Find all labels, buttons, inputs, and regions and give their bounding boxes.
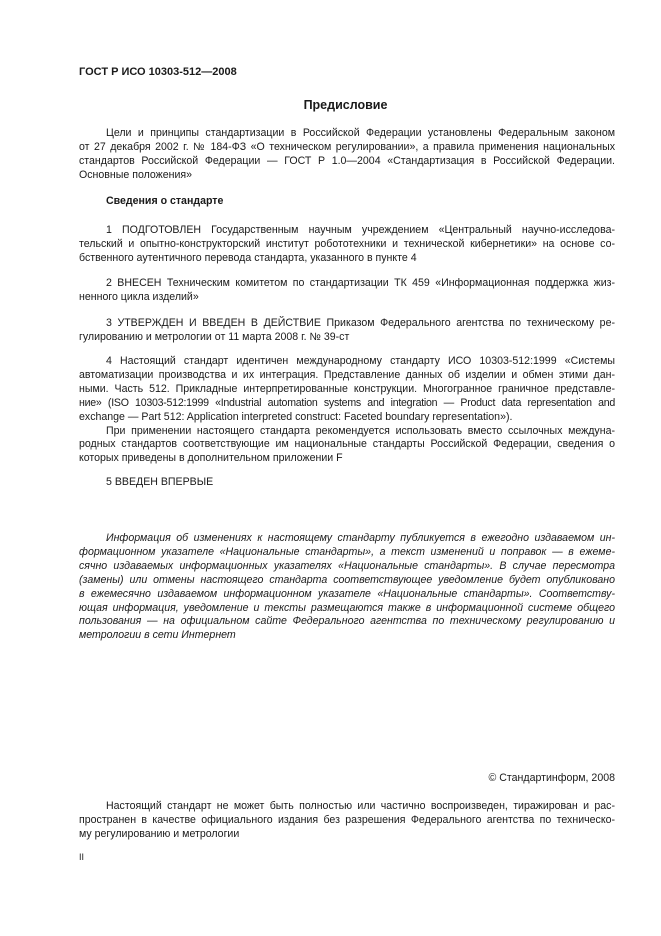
legal-paragraph xyxy=(79,800,615,842)
notice-line: формационном указателе «Национальные стандарты», а текст изменений и поправок — в ежеме- xyxy=(79,545,615,558)
legal-line: му регулированию и метрологии xyxy=(79,827,240,840)
notice-line: в ежемесячно издаваемом информационном указателе «Национальные стандарты». Соответству- xyxy=(79,587,615,600)
item-line: родных стандартов соответствующие им национальные стандарты Российской Федерации, сведения о xyxy=(79,438,615,451)
item-line: 2 ВНЕСЕН Техническим комитетом по стандартизации ТК 459 «Информационная поддержка жиз- xyxy=(106,277,615,289)
item-line: тельский и опытно-конструкторский институт робототехники и технической кибернетики» на основе со- xyxy=(79,237,615,250)
item-5-paragraph xyxy=(79,476,615,490)
item-line: При применении настоящего стандарта рекомендуется использовать вместо ссылочных междуна- xyxy=(106,424,615,437)
item-line: ненного цикла изделий» xyxy=(79,290,199,303)
item-line: 3 УТВЕРЖДЕН И ВВЕДЕН В ДЕЙСТВИЕ Приказом Федерального агентства по техническому ре- xyxy=(106,317,615,329)
item-line: ние» (ISO 10303-512:1999 «Industrial automation systems and integration — Product data representation and xyxy=(79,396,615,409)
intro-line: стандартов Российской Федерации — ГОСТ Р 1.0—2004 «Стандартизация в Российской Федерации. xyxy=(79,154,615,167)
intro-line: Цели и принципы стандартизации в Российской Федерации установлены Федеральным законом xyxy=(106,127,615,139)
notice-line: (замены) или отмены настоящего стандарта соответствующее уведомление будет опубликовано xyxy=(79,573,615,586)
legal-line: Настоящий стандарт не может быть полностью или частично воспроизведен, тиражирован и рас- xyxy=(106,800,615,812)
item-line: гулированию и метрологии от 11 марта 2008 г. № 39-ст xyxy=(79,330,350,343)
intro-line: Основные положения» xyxy=(79,168,193,181)
item-1-paragraph xyxy=(79,224,615,266)
item-line: автоматизации производства и их интеграция. Представление данных об изделии и обмен этими дан- xyxy=(79,368,615,381)
legal-line: пространен в качестве официального издания без разрешения Федерального агентства по техническо- xyxy=(79,813,615,826)
intro-line: от 27 декабря 2002 г. № 184-ФЗ «О техническом регулировании», а правила применения национальных xyxy=(79,140,615,153)
item-line: бственного аутентичного перевода стандарта, указанного в пункте 4 xyxy=(79,251,417,264)
item-line: которых приведены в дополнительном приложении F xyxy=(79,452,343,465)
notice-line: сячно издаваемых информационных указателях «Национальные стандарты». В случае пересмотра xyxy=(79,559,615,572)
intro-paragraph xyxy=(79,127,615,183)
notice-paragraph xyxy=(79,532,615,643)
item-4-paragraph xyxy=(79,355,615,466)
section-subheading: Сведения о стандарте xyxy=(106,195,224,207)
item-line: ными. Часть 512. Прикладные интерпретированные конструкции. Многогранное граничное представле- xyxy=(79,382,615,395)
item-3-paragraph xyxy=(79,317,615,345)
notice-line: метрологии в сети Интернет xyxy=(79,629,236,642)
item-line: 5 ВВЕДЕН ВПЕРВЫЕ xyxy=(106,476,214,488)
notice-line: пользования — на официальном сайте Федерального агентства по техническому регулированию и xyxy=(79,615,615,628)
document-code-header: ГОСТ Р ИСО 10303-512—2008 xyxy=(79,66,237,78)
item-line: 4 Настоящий стандарт идентичен международному стандарту ИСО 10303-512:1999 «Системы xyxy=(106,355,615,367)
copyright-notice: © Стандартинформ, 2008 xyxy=(488,772,615,784)
item-2-paragraph xyxy=(79,277,615,305)
item-line: exchange — Part 512: Application interpreted construct: Faceted boundary representation»). xyxy=(79,410,513,423)
page-title: Предисловие xyxy=(303,98,388,112)
notice-line: ющая информация, уведомление и тексты размещаются также в информационной системе общего xyxy=(79,601,615,614)
page-number: II xyxy=(79,852,85,862)
item-line: 1 ПОДГОТОВЛЕН Государственным научным учреждением «Центральный научно-исследова- xyxy=(106,224,615,236)
notice-line: Информация об изменениях к настоящему стандарту публикуется в ежегодно издаваемом ин- xyxy=(106,532,615,544)
